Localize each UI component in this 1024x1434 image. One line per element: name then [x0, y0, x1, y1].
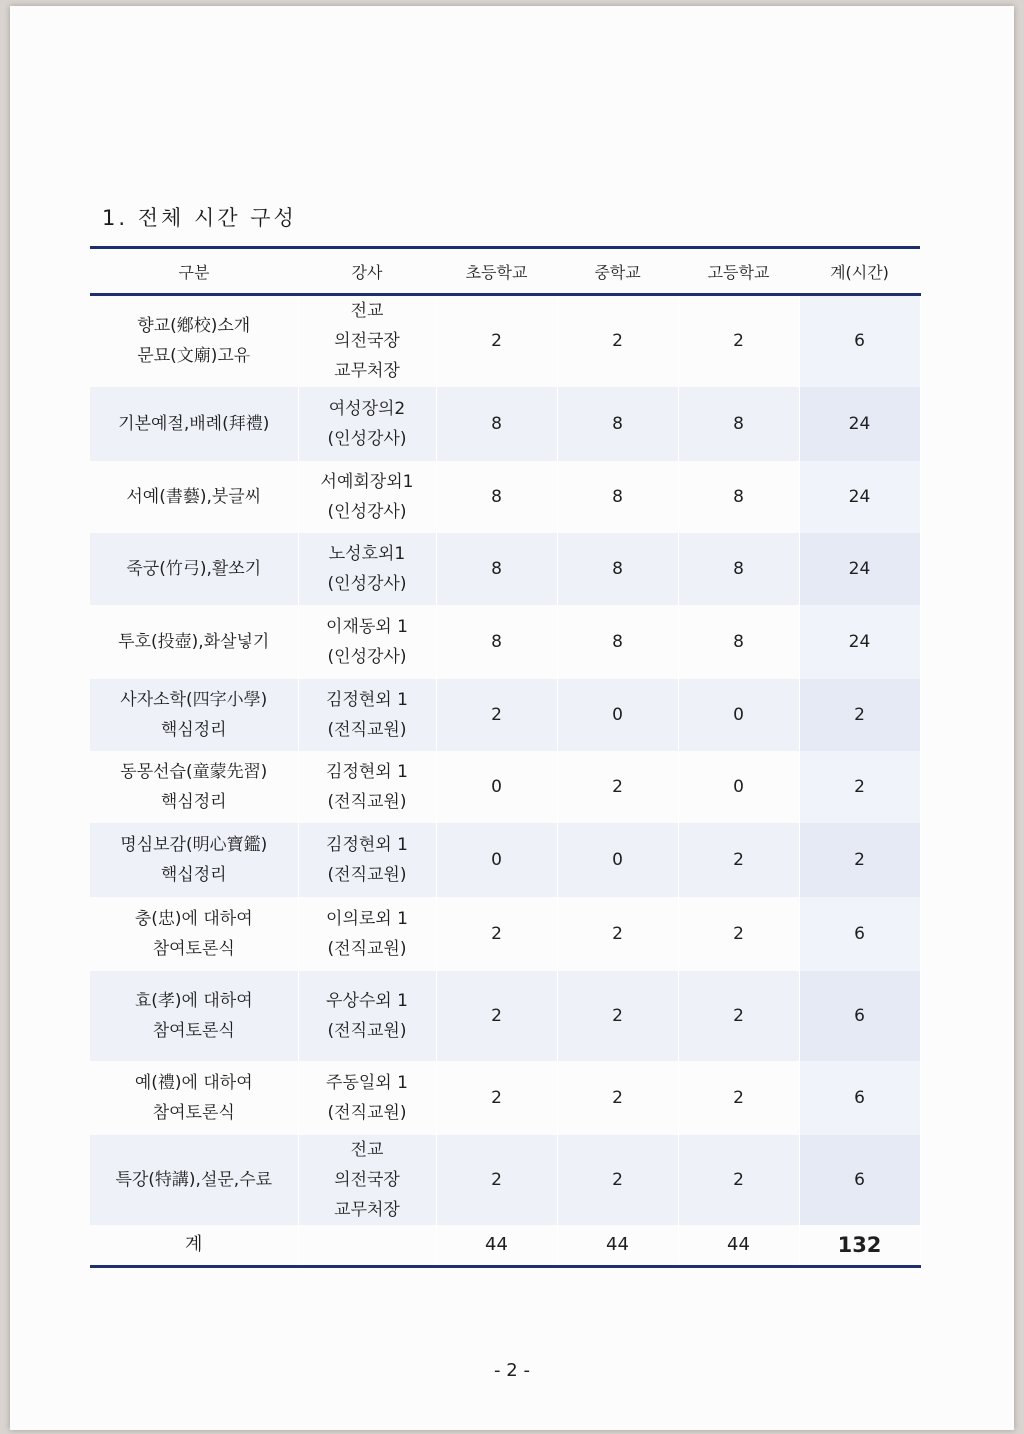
lecturer-cell-line: (전직교원)	[327, 864, 407, 885]
subject-cell-line: 죽궁(竹弓),활쏘기	[126, 558, 262, 579]
lecturer-cell	[298, 971, 436, 1061]
lecturer-cell	[298, 387, 436, 461]
header-middle: 중학교	[557, 248, 678, 295]
lecturer-cell-line: (전직교원)	[327, 719, 407, 740]
total-high: 44	[678, 1225, 799, 1267]
lecturer-cell	[298, 751, 436, 823]
subject-cell-line: 투호(投壺),화살넣기	[118, 631, 270, 652]
total-hours: 6	[799, 1135, 920, 1225]
lecturer-cell-line: (인성강사)	[327, 573, 407, 594]
lecturer-cell-line: 여성장의2	[328, 398, 406, 419]
total-hours: 6	[799, 897, 920, 971]
lecturer-cell-line: (전직교원)	[327, 1020, 407, 1041]
elementary-hours: 2	[436, 679, 557, 751]
lecturer-cell	[298, 605, 436, 679]
lecturer-cell-line: (인성강사)	[327, 646, 407, 667]
total-hours: 24	[799, 533, 920, 605]
lecturer-cell-line: (전직교원)	[327, 1102, 407, 1123]
lecturer-cell-line: 이의로외 1	[326, 908, 408, 929]
subject-cell-line: 참여토론식	[152, 938, 235, 959]
lecturer-cell-line: 김정현외 1	[326, 761, 408, 782]
total-label: 계	[90, 1225, 298, 1267]
lecturer-cell-line: 교무처장	[334, 1199, 400, 1220]
subject-cell-line: 특강(特講),설문,수료	[115, 1169, 273, 1190]
table-row	[90, 823, 920, 897]
table-row	[90, 295, 920, 387]
lecturer-cell-line: (인성강사)	[327, 428, 407, 449]
lecturer-cell-line: (전직교원)	[327, 791, 407, 812]
subject-cell-line: 예(禮)에 대하여	[134, 1072, 253, 1093]
subject-cell	[90, 295, 298, 387]
table-row	[90, 971, 920, 1061]
subject-cell-line: 명심보감(明心寶鑑)	[120, 834, 268, 855]
subject-cell-line: 핵심정리	[160, 719, 227, 740]
lecturer-cell-line: 주동일외 1	[326, 1072, 408, 1093]
elementary-hours: 2	[436, 295, 557, 387]
elementary-hours: 2	[436, 1061, 557, 1135]
subject-cell	[90, 1135, 298, 1225]
total-hours: 24	[799, 461, 920, 533]
table-row	[90, 751, 920, 823]
lecturer-cell	[298, 679, 436, 751]
total-hours: 2	[799, 679, 920, 751]
elementary-hours: 8	[436, 387, 557, 461]
header-total: 계(시간)	[799, 248, 920, 295]
middle-hours: 2	[557, 1061, 678, 1135]
grand-total: 132	[799, 1225, 920, 1267]
lecturer-cell-line: 서예회장외1	[320, 471, 414, 492]
subject-cell	[90, 387, 298, 461]
high-hours: 8	[678, 387, 799, 461]
elementary-hours: 2	[436, 897, 557, 971]
lecturer-cell	[298, 823, 436, 897]
middle-hours: 0	[557, 823, 678, 897]
high-hours: 8	[678, 533, 799, 605]
high-hours: 2	[678, 295, 799, 387]
elementary-hours: 2	[436, 1135, 557, 1225]
lecturer-cell-line: 의전국장	[334, 1169, 400, 1190]
subject-cell-line: 서예(書藝),붓글씨	[126, 486, 262, 507]
elementary-hours: 0	[436, 751, 557, 823]
elementary-hours: 2	[436, 971, 557, 1061]
elementary-hours: 8	[436, 533, 557, 605]
middle-hours: 0	[557, 679, 678, 751]
lecturer-cell-line: 전교	[350, 1139, 384, 1160]
total-hours: 24	[799, 387, 920, 461]
lecturer-cell	[298, 897, 436, 971]
subject-cell-line: 효(孝)에 대하여	[134, 990, 253, 1011]
total-hours: 6	[799, 295, 920, 387]
lecturer-cell	[298, 1135, 436, 1225]
table-total-row	[90, 1225, 920, 1267]
subject-cell	[90, 823, 298, 897]
subject-cell	[90, 533, 298, 605]
table-header-row	[90, 248, 920, 295]
high-hours: 2	[678, 1135, 799, 1225]
middle-hours: 8	[557, 533, 678, 605]
lecturer-cell-line: 전교	[350, 301, 384, 322]
table-row	[90, 461, 920, 533]
subject-cell-line: 참여토론식	[152, 1020, 235, 1041]
subject-cell	[90, 751, 298, 823]
schedule-table	[90, 246, 921, 1268]
high-hours: 0	[678, 679, 799, 751]
total-hours: 6	[799, 1061, 920, 1135]
total-hours: 2	[799, 751, 920, 823]
elementary-hours: 8	[436, 461, 557, 533]
high-hours: 8	[678, 605, 799, 679]
subject-cell-line: 기본예절,배례(拜禮)	[118, 413, 270, 434]
lecturer-cell-line: 의전국장	[334, 331, 400, 352]
subject-cell	[90, 679, 298, 751]
high-hours: 2	[678, 1061, 799, 1135]
total-middle: 44	[557, 1225, 678, 1267]
subject-cell-line: 충(忠)에 대하여	[134, 908, 253, 929]
subject-cell	[90, 1061, 298, 1135]
table-row	[90, 897, 920, 971]
lecturer-cell-line: (인성강사)	[327, 501, 407, 522]
lecturer-cell-line: 우상수외 1	[326, 990, 408, 1011]
header-high: 고등학교	[678, 248, 799, 295]
table-row	[90, 533, 920, 605]
total-hours: 6	[799, 971, 920, 1061]
lecturer-cell-line: 노성호외1	[328, 543, 406, 564]
lecturer-cell-line: 교무처장	[334, 361, 400, 382]
subject-cell	[90, 971, 298, 1061]
middle-hours: 2	[557, 751, 678, 823]
elementary-hours: 8	[436, 605, 557, 679]
middle-hours: 8	[557, 461, 678, 533]
document-page	[10, 6, 1014, 1430]
subject-cell-line: 핵심정리	[160, 791, 227, 812]
middle-hours: 2	[557, 897, 678, 971]
middle-hours: 2	[557, 295, 678, 387]
middle-hours: 2	[557, 1135, 678, 1225]
table-row	[90, 679, 920, 751]
high-hours: 2	[678, 971, 799, 1061]
total-hours: 24	[799, 605, 920, 679]
lecturer-cell	[298, 295, 436, 387]
subject-cell-line: 핵십정리	[160, 864, 227, 885]
elementary-hours: 0	[436, 823, 557, 897]
lecturer-cell-line: 이재동외 1	[326, 616, 408, 637]
total-elementary: 44	[436, 1225, 557, 1267]
subject-cell	[90, 605, 298, 679]
middle-hours: 8	[557, 605, 678, 679]
lecturer-cell	[298, 533, 436, 605]
high-hours: 2	[678, 823, 799, 897]
high-hours: 8	[678, 461, 799, 533]
table-row	[90, 387, 920, 461]
header-category: 구분	[90, 248, 298, 295]
high-hours: 2	[678, 897, 799, 971]
table-row	[90, 1061, 920, 1135]
subject-cell	[90, 897, 298, 971]
section-title: 1. 전체 시간 구성	[102, 206, 297, 230]
header-elementary: 초등학교	[436, 248, 557, 295]
lecturer-cell-line: (전직교원)	[327, 938, 407, 959]
middle-hours: 2	[557, 971, 678, 1061]
middle-hours: 8	[557, 387, 678, 461]
subject-cell-line: 문묘(文廟)고유	[137, 346, 251, 367]
total-lecturer-cell	[298, 1225, 436, 1267]
subject-cell-line: 사자소학(四字小學)	[120, 689, 268, 710]
lecturer-cell-line: 김정현외 1	[326, 689, 408, 710]
lecturer-cell	[298, 1061, 436, 1135]
subject-cell-line: 향교(鄕校)소개	[137, 316, 251, 337]
header-lecturer: 강사	[298, 248, 436, 295]
lecturer-cell-line: 김정현외 1	[326, 834, 408, 855]
total-hours: 2	[799, 823, 920, 897]
subject-cell-line: 동몽선습(童蒙先習)	[120, 761, 268, 782]
subject-cell	[90, 461, 298, 533]
subject-cell-line: 참여토론식	[152, 1102, 235, 1123]
table-row	[90, 605, 920, 679]
lecturer-cell	[298, 461, 436, 533]
table-row	[90, 1135, 920, 1225]
high-hours: 0	[678, 751, 799, 823]
page-number: - 2 -	[494, 1360, 530, 1381]
